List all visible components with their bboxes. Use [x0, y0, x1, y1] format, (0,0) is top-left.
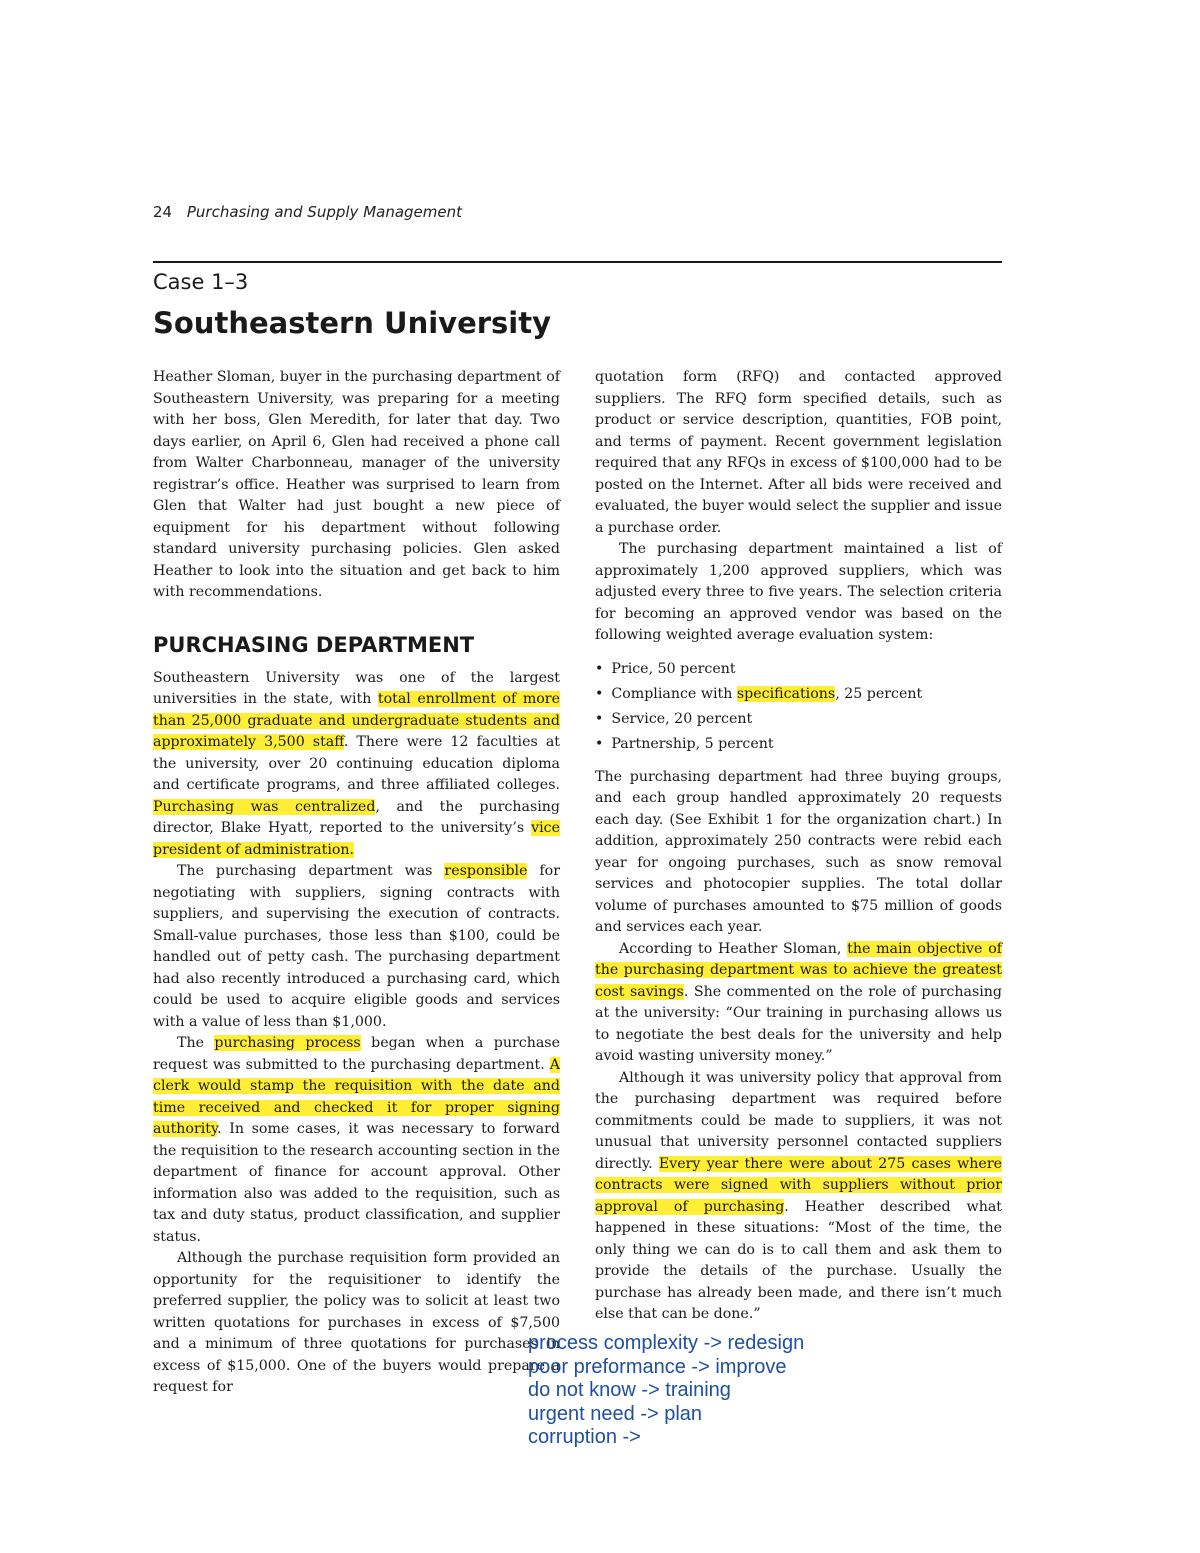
highlight: Purchasing was centralized	[153, 798, 376, 815]
paragraph: quotation form (RFQ) and contacted approved suppliers. The RFQ form specified details, such as product or service description, quantities, FOB point, and terms of payment. Recent government legislation required that any RFQs in excess of $100,000 had to be posted on the Internet. After all bids were received and evaluated, the buyer would select the supplier and issue a purchase order.	[595, 369, 1002, 536]
text-run: Southeastern University was one of the largest universities in the state, with	[153, 669, 560, 707]
paragraph	[153, 861, 560, 1033]
section-heading: PURCHASING DEPARTMENT	[153, 632, 475, 657]
text-run: Compliance with	[611, 685, 737, 702]
text-run: . She commented on the role of purchasing at the university: “Our training in purchasing allows us to negotiate the best deals for the university and help avoid wasting university money.”	[595, 983, 1002, 1064]
text-run: The purchasing department was	[177, 863, 445, 879]
highlight: A clerk would stamp the requisition with the date and time received and checked it for proper signing authority	[153, 1056, 560, 1137]
note-line: process complexity -> redesign	[528, 1332, 805, 1354]
highlight: responsible	[444, 863, 528, 879]
page-number: 24	[153, 203, 173, 221]
highlight: purchasing process	[214, 1035, 361, 1051]
text-run: The	[177, 1035, 215, 1051]
list-item: • Partnership, 5 percent	[595, 732, 1002, 757]
paragraph: The purchasing department maintained a list of approximately 1,200 approved suppliers, which was adjusted every three to five years. The selection criteria for becoming an approved vendor was based on the following weighted average evaluation system:	[595, 541, 1002, 643]
highlight: specifications	[736, 685, 836, 702]
text-run: , and the purchasing director, Blake Hyatt, reported to the university’s	[153, 798, 560, 836]
note-line: corruption ->	[528, 1426, 641, 1448]
paragraph	[153, 668, 560, 862]
paragraph	[153, 1033, 560, 1248]
text-run: . In some cases, it was necessary to forward the requisition to the research accounting section in the department of finance for account approval. Other information also was added to the requisition, such as tax and duty status, product classification, and supplier status.	[153, 1121, 560, 1245]
note-line: do not know -> training	[528, 1379, 731, 1401]
text-run: . Heather described what happened in these situations: “Most of the time, the only thing we can do is to call them and ask them to provide the details of the purchase. Usually the purchase has already been made, and there isn’t much else that can be done.”	[595, 1198, 1002, 1322]
case-title: Southeastern University	[153, 306, 552, 340]
running-head	[153, 203, 462, 221]
note-line: poor preformance -> improve	[528, 1355, 787, 1378]
highlight: vice president of administration.	[153, 820, 560, 858]
handwritten-notes	[528, 1332, 804, 1450]
paragraph: Although the purchase requisition form provided an opportunity for the requisitioner to identify the preferred supplier, the policy was to solicit at least two written quotations for purchases in excess of $7,500 and a minimum of three quotations for purchases in excess of $15,000. One of the buyers would prepare a request for	[153, 1250, 560, 1395]
paragraph	[595, 1068, 1002, 1326]
right-column	[595, 367, 1002, 1326]
text-run: , 25 percent	[835, 685, 923, 702]
book-title: Purchasing and Supply Management	[186, 203, 463, 221]
list-item	[595, 682, 1002, 707]
paragraph: Heather Sloman, buyer in the purchasing department of Southeastern University, was preparing for a meeting with her boss, Glen Meredith, for later that day. Two days earlier, on April 6, Glen had received a phone call from Walter Charbonneau, manager of the university registrar’s office. Heather was surprised to learn from Glen that Walter had just bought a new piece of equipment for his department without following standard university purchasing policies. Glen asked Heather to look into the situation and get back to him with recommendations.	[153, 369, 560, 600]
text-run: According to Heather Sloman,	[619, 940, 848, 957]
text-run: Although it was university policy that approval from the purchasing department was required before commitments could be made to suppliers, it was not unusual that university personnel contacted suppliers directly.	[595, 1069, 1002, 1172]
criteria-list	[595, 657, 1002, 757]
text-run: began when a purchase request was submitted to the purchasing department.	[153, 1035, 560, 1073]
note-line: urgent need -> plan	[528, 1402, 703, 1425]
left-column	[153, 367, 560, 1399]
case-label: Case 1–3	[153, 270, 249, 294]
list-item: • Service, 20 percent	[595, 707, 1002, 732]
highlight: Every year there were about 275 cases where contracts were signed with suppliers without prior approval of purchasing	[595, 1155, 1002, 1215]
paragraph: The purchasing department had three buying groups, and each group handled approximately 20 requests each day. (See Exhibit 1 for the organization chart.) In addition, approximately 250 contracts were rebid each year for ongoing purchases, such as snow removal services and photocopier supplies. The total dollar volume of purchases amounted to $75 million of goods and services each year.	[595, 768, 1002, 935]
text-run: for negotiating with suppliers, signing contracts with suppliers, and supervising the execution of contracts. Small-value purchases, those less than $100, could be handled out of petty cash. The purchasing department had also recently introduced a purchasing card, which could be used to acquire eligible goods and services with a value of less than $1,000.	[153, 863, 560, 1030]
text-run: . There were 12 faculties at the university, over 20 continuing education diploma and certificate programs, and three affiliated colleges.	[153, 734, 560, 793]
highlight: the main objective of the purchasing department was to achieve the greatest cost savings	[595, 940, 1002, 1000]
highlight: total enrollment of more than 25,000 graduate and undergraduate students and approximately 3,500 staff	[153, 691, 560, 750]
header-rule	[153, 261, 1002, 263]
list-item: • Price, 50 percent	[595, 657, 1002, 682]
paragraph	[595, 939, 1002, 1068]
